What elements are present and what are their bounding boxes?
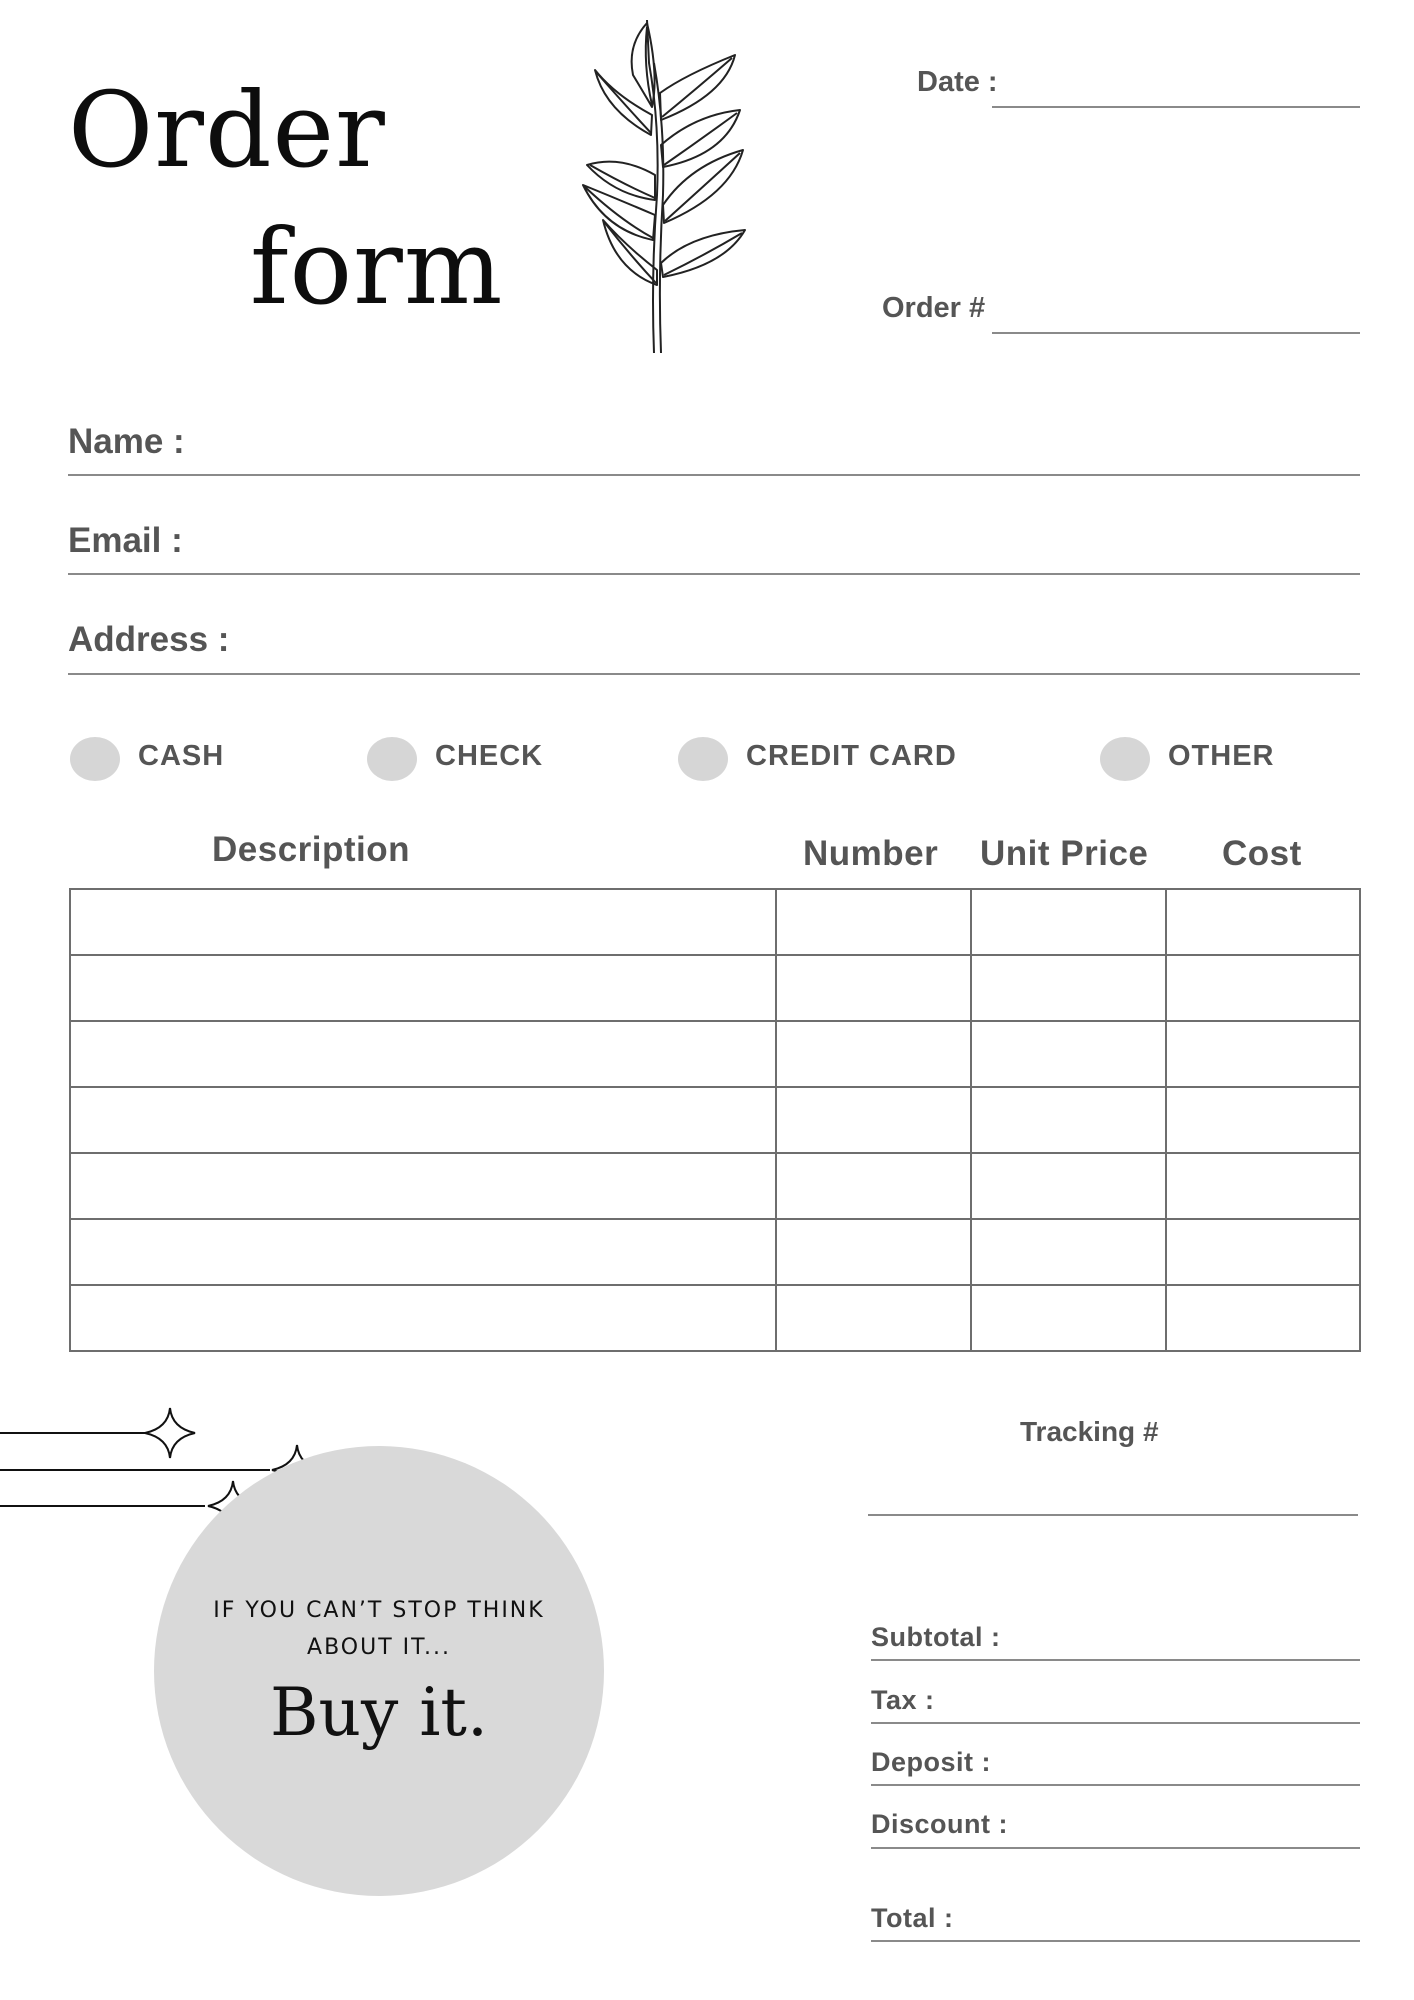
other-label: OTHER <box>1168 740 1275 772</box>
cost-cell[interactable] <box>1166 1285 1360 1351</box>
deposit-label: Deposit : <box>871 1747 992 1777</box>
quote-line1: IF YOU CAN’T STOP THINK <box>213 1598 545 1623</box>
discount-line[interactable] <box>871 1847 1360 1849</box>
description-cell[interactable] <box>70 889 776 955</box>
table-row <box>70 1021 1360 1087</box>
unit-price-cell[interactable] <box>971 1087 1166 1153</box>
total-line[interactable] <box>871 1940 1360 1942</box>
cost-header: Cost <box>1222 834 1302 873</box>
address-line[interactable] <box>68 673 1360 675</box>
unit-price-cell[interactable] <box>971 1285 1166 1351</box>
check-checkbox[interactable] <box>367 737 417 781</box>
name-line[interactable] <box>68 474 1360 476</box>
subtotal-label: Subtotal : <box>871 1622 1001 1652</box>
order-number-label: Order # <box>882 292 986 324</box>
quote-circle <box>154 1446 604 1896</box>
number-header: Number <box>803 834 939 873</box>
description-cell[interactable] <box>70 955 776 1021</box>
description-cell[interactable] <box>70 1087 776 1153</box>
cost-cell[interactable] <box>1166 1021 1360 1087</box>
cost-cell[interactable] <box>1166 1087 1360 1153</box>
unit-price-cell[interactable] <box>971 1021 1166 1087</box>
discount-label: Discount : <box>871 1809 1008 1839</box>
tax-line[interactable] <box>871 1722 1360 1724</box>
credit-card-label: CREDIT CARD <box>746 740 957 772</box>
cash-checkbox[interactable] <box>70 737 120 781</box>
table-row <box>70 955 1360 1021</box>
tracking-line[interactable] <box>868 1514 1358 1516</box>
number-cell[interactable] <box>776 1285 971 1351</box>
table-row <box>70 1285 1360 1351</box>
date-line[interactable] <box>992 106 1360 108</box>
subtotal-line[interactable] <box>871 1659 1360 1661</box>
cost-cell[interactable] <box>1166 1219 1360 1285</box>
description-cell[interactable] <box>70 1285 776 1351</box>
number-cell[interactable] <box>776 1087 971 1153</box>
address-label: Address : <box>68 620 230 659</box>
table-row <box>70 1153 1360 1219</box>
date-label: Date : <box>917 66 998 98</box>
description-header: Description <box>212 830 411 869</box>
table-row <box>70 1219 1360 1285</box>
tracking-label: Tracking # <box>1020 1416 1159 1447</box>
credit-card-checkbox[interactable] <box>678 737 728 781</box>
cost-cell[interactable] <box>1166 889 1360 955</box>
unit-price-cell[interactable] <box>971 955 1166 1021</box>
description-cell[interactable] <box>70 1153 776 1219</box>
description-cell[interactable] <box>70 1021 776 1087</box>
deposit-line[interactable] <box>871 1784 1360 1786</box>
description-cell[interactable] <box>70 1219 776 1285</box>
check-label: CHECK <box>435 740 544 772</box>
number-cell[interactable] <box>776 889 971 955</box>
cash-label: CASH <box>138 740 225 772</box>
quote-line2: ABOUT IT... <box>307 1635 451 1660</box>
unit-price-cell[interactable] <box>971 1219 1166 1285</box>
number-cell[interactable] <box>776 1021 971 1087</box>
email-label: Email : <box>68 521 183 560</box>
cost-cell[interactable] <box>1166 955 1360 1021</box>
quote-main: Buy it. <box>270 1674 488 1751</box>
number-cell[interactable] <box>776 1153 971 1219</box>
number-cell[interactable] <box>776 1219 971 1285</box>
unit-price-cell[interactable] <box>971 889 1166 955</box>
tax-label: Tax : <box>871 1685 935 1715</box>
other-checkbox[interactable] <box>1100 737 1150 781</box>
cost-cell[interactable] <box>1166 1153 1360 1219</box>
items-table <box>69 888 1361 1352</box>
table-row <box>70 889 1360 955</box>
email-line[interactable] <box>68 573 1360 575</box>
total-label: Total : <box>871 1903 954 1933</box>
leaf-branch-icon <box>575 15 755 360</box>
unit-price-header: Unit Price <box>980 834 1149 873</box>
title-form: form <box>250 206 504 328</box>
name-label: Name : <box>68 422 185 461</box>
order-number-line[interactable] <box>992 332 1360 334</box>
table-row <box>70 1087 1360 1153</box>
unit-price-cell[interactable] <box>971 1153 1166 1219</box>
number-cell[interactable] <box>776 955 971 1021</box>
title-order: Order <box>68 69 386 191</box>
